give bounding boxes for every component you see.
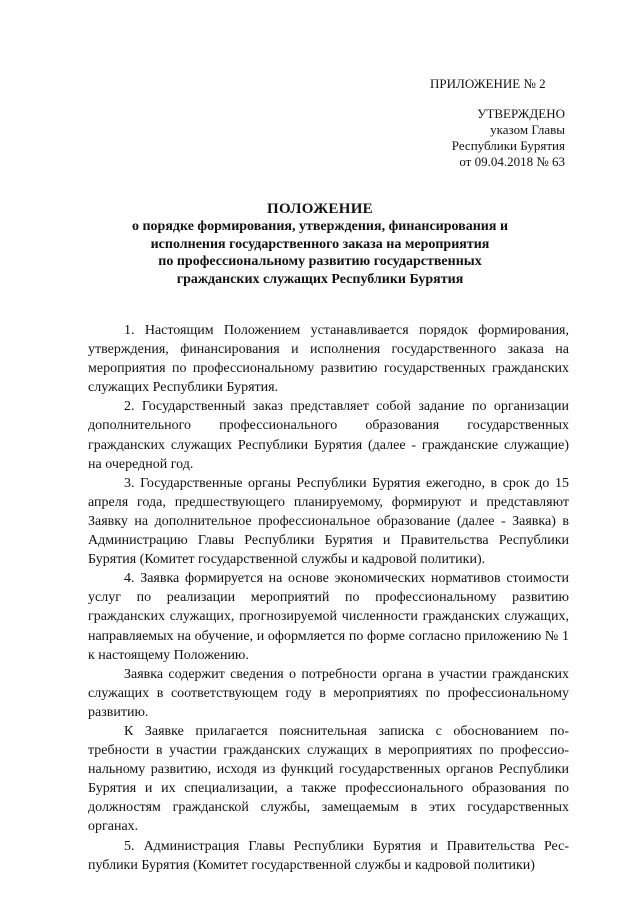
approval-line: УТВЕРЖДЕНО xyxy=(477,106,565,121)
document-body xyxy=(88,321,569,875)
paragraph-1: 1. Настоящим Положением устанавливается порядок формирования, утверждения, финансирования и исполнения государственного заказа на мероприятия по профессиональному развитию государственных гражданских служащих Республики Бурятия. xyxy=(88,323,569,396)
document-subtitle-line: по профессиональному развитию государственных xyxy=(158,254,482,269)
document-title: ПОЛОЖЕНИЕ xyxy=(267,201,373,217)
document-subtitle-line: о порядке формирования, утверждения, финансирования и xyxy=(131,219,509,234)
approval-block xyxy=(452,106,565,170)
approval-line: указом Главы xyxy=(490,122,565,137)
approval-date-line: от 09.04.2018 № 63 xyxy=(459,154,565,169)
paragraph-3: 3. Государственные органы Республики Бурятия ежегодно, в срок до 15 апреля года, предшествующего планируемому, формируют и представляют Заявку на дополнительное профессиональное образование (далее - Заявка) в Администрацию Главы Республики Бурятия и Правительства Республики Бурятия (Комитет государственной службы и кадровой политики). xyxy=(88,475,569,568)
paragraph-5: 5. Администрация Главы Республики Бурятия и Правительства Республики Бурятия (Комитет государственной службы и кадровой политики) xyxy=(88,838,569,873)
document-subtitle-line: исполнения государственного заказа на мероприятия xyxy=(150,236,490,252)
document-subtitle-line: гражданских служащих Республики Бурятия xyxy=(176,271,464,287)
paragraph-4: 4. Заявка формируется на основе экономических нормативов стоимости услуг по реализации мероприятий по профессиональному развитию гражданских служащих, прогнозируемой численности гражданских служащих, направляемых на обучение, и оформляется по форме согласно приложению № 1 к настоящему Положению. xyxy=(88,571,569,663)
paragraph-2: 2. Государственный заказ представляет собой задание по организации дополнительного профессионального образования государственных гражданских служащих Республики Бурятия (далее - гражданские служащие) на очередной год. xyxy=(88,399,569,472)
paragraph-4-attachment: К Заявке прилагается пояснительная записка с обоснованием потребности в участии гражданских служащих в мероприятиях по профессиональному развитию, исходя из функций государственных органов Республики Бурятия и их специализации, а также профессионального образования по должностям гражданской службы, замещаемым в этих государственных органах. xyxy=(88,723,569,835)
appendix-label: ПРИЛОЖЕНИЕ № 2 xyxy=(430,76,546,91)
document-heading xyxy=(0,200,640,288)
approval-line: Республики Бурятия xyxy=(451,138,565,153)
paragraph-4-continued: Заявка содержит сведения о потребности органа в участии гражданских служащих в соответствующем году в мероприятиях по профессиональному развитию. xyxy=(88,666,569,720)
